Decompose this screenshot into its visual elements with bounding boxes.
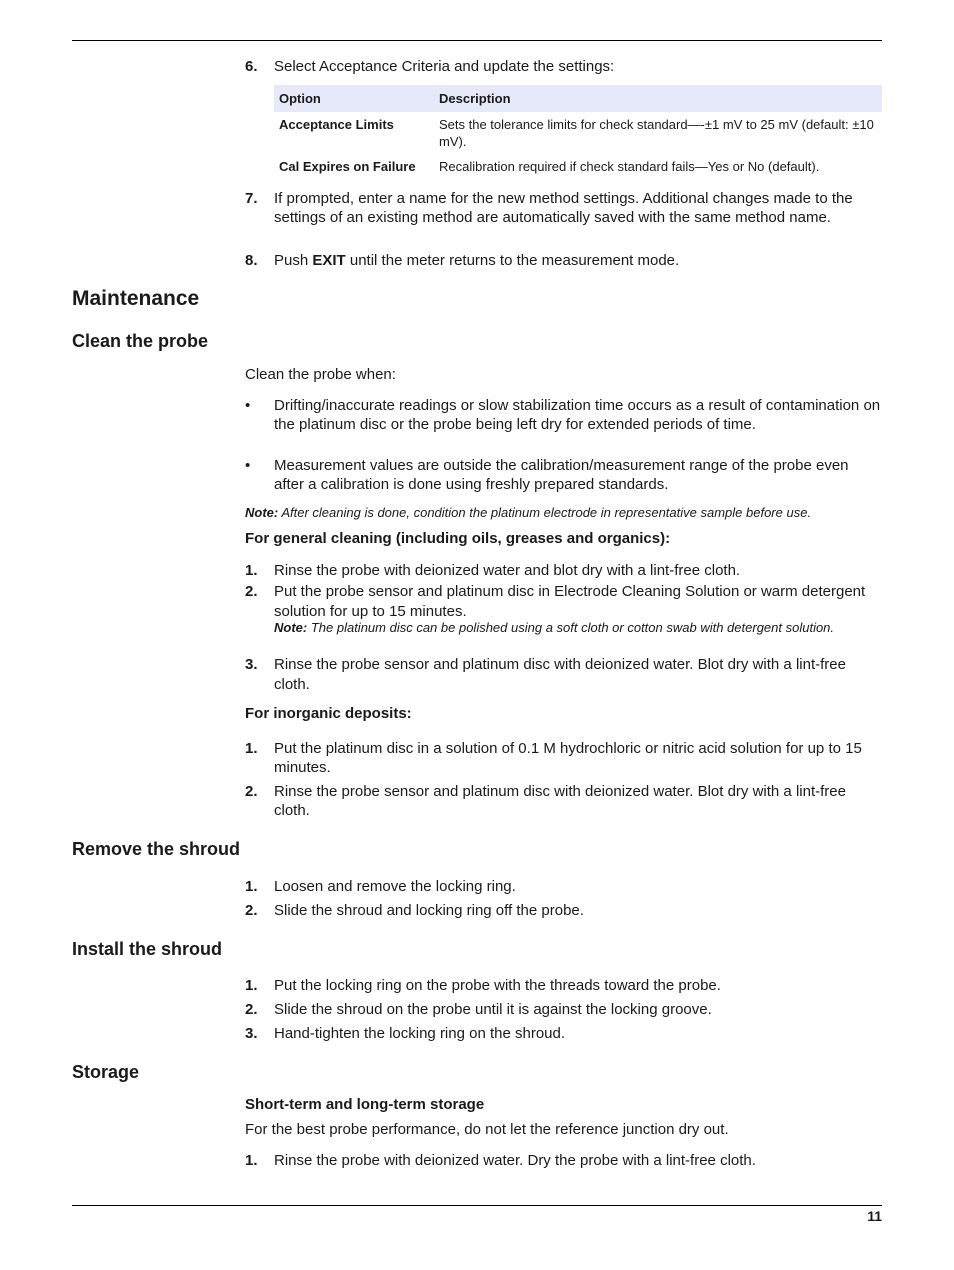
step-number: 7.	[245, 190, 258, 207]
bullet-text: Drifting/inaccurate readings or slow stabilization time occurs as a result of contamination on the platinum disc or the probe being left dry for extended periods of time.	[274, 397, 881, 433]
step-number: 1.	[245, 878, 258, 895]
bullet-text: Measurement values are outside the calibration/measurement range of the probe even after a calibration is done using freshly prepared standards.	[274, 457, 849, 493]
table-row	[274, 154, 882, 179]
general-step-2-note	[274, 620, 864, 636]
table-cell-description: Recalibration required if check standard fails—Yes or No (default).	[439, 159, 820, 174]
step-text: Rinse the probe with deionized water and blot dry with a lint-free cloth.	[274, 562, 741, 579]
general-cleaning-heading: For general cleaning (including oils, greases and organics):	[245, 530, 671, 547]
section-heading-remove-shroud: Remove the shroud	[72, 839, 241, 859]
step-number: 1.	[245, 740, 258, 757]
note-label: Note:	[274, 620, 308, 635]
table-header-option: Option	[274, 85, 434, 112]
step-number: 2.	[245, 583, 258, 600]
section-heading-clean-probe: Clean the probe	[72, 331, 209, 351]
step-number: 1.	[245, 977, 258, 994]
step-text: Select Acceptance Criteria and update the settings:	[274, 58, 615, 75]
step-text: Loosen and remove the locking ring.	[274, 878, 516, 895]
step-text-suffix: until the meter returns to the measurement mode.	[345, 252, 680, 269]
table-header-description: Description	[434, 85, 882, 112]
section-heading-storage: Storage	[72, 1062, 140, 1082]
step-text: Rinse the probe with deionized water. Dry the probe with a lint-free cloth.	[274, 1152, 756, 1169]
step-number: 3.	[245, 656, 258, 673]
exit-key-label: EXIT	[312, 252, 346, 269]
clean-intro: Clean the probe when:	[245, 366, 396, 383]
inorganic-heading: For inorganic deposits:	[245, 705, 412, 722]
step-text: Slide the shroud on the probe until it is against the locking groove.	[274, 1001, 712, 1018]
footer-rule	[72, 1205, 882, 1206]
bullet-icon: •	[245, 397, 251, 414]
step-number: 6.	[245, 58, 258, 75]
step-text: Put the locking ring on the probe with the threads toward the probe.	[274, 977, 721, 994]
step-text: If prompted, enter a name for the new method settings. Additional changes made to the settings of an existing method are automatically saved with the same method name.	[274, 190, 853, 226]
table-row	[274, 112, 882, 154]
note-text: After cleaning is done, condition the platinum electrode in representative sample before use.	[278, 505, 812, 520]
table-header-row	[274, 85, 882, 112]
table-cell-description: Sets the tolerance limits for check standard—-±1 mV to 25 mV (default: ±10 mV).	[439, 117, 874, 149]
step-text	[274, 251, 882, 270]
header-rule	[72, 40, 882, 41]
acceptance-criteria-table	[274, 85, 882, 179]
step-text: Put the probe sensor and platinum disc in Electrode Cleaning Solution or warm detergent solution for up to 15 minutes.	[274, 583, 866, 620]
step-number: 2.	[245, 783, 258, 800]
step-number: 8.	[245, 252, 258, 269]
storage-subheading: Short-term and long-term storage	[245, 1096, 485, 1113]
step-text: Rinse the probe sensor and platinum disc with deionized water. Blot dry with a lint-free cloth.	[274, 656, 846, 693]
storage-intro: For the best probe performance, do not let the reference junction dry out.	[245, 1121, 729, 1138]
table-cell-option: Acceptance Limits	[279, 117, 394, 132]
step-text: Put the platinum disc in a solution of 0.1 M hydrochloric or nitric acid solution for up to 15 minutes.	[274, 740, 862, 776]
section-heading-maintenance: Maintenance	[72, 287, 200, 310]
bullet-icon: •	[245, 457, 251, 474]
step-number: 2.	[245, 1001, 258, 1018]
step-number: 3.	[245, 1025, 258, 1042]
step-text: Rinse the probe sensor and platinum disc with deionized water. Blot dry with a lint-free cloth.	[274, 783, 846, 819]
note-text: The platinum disc can be polished using a soft cloth or cotton swab with detergent solution.	[307, 620, 835, 635]
table-cell-option: Cal Expires on Failure	[279, 159, 416, 174]
step-text-prefix: Push	[274, 252, 313, 269]
note-label: Note:	[245, 505, 279, 520]
step-number: 2.	[245, 902, 258, 919]
clean-note	[245, 505, 885, 521]
step-number: 1.	[245, 1152, 258, 1169]
page-number: 11	[867, 1208, 882, 1224]
section-heading-install-shroud: Install the shroud	[72, 939, 223, 959]
step-number: 1.	[245, 562, 258, 579]
step-text: Hand-tighten the locking ring on the shroud.	[274, 1025, 566, 1042]
step-text: Slide the shroud and locking ring off the probe.	[274, 902, 584, 919]
